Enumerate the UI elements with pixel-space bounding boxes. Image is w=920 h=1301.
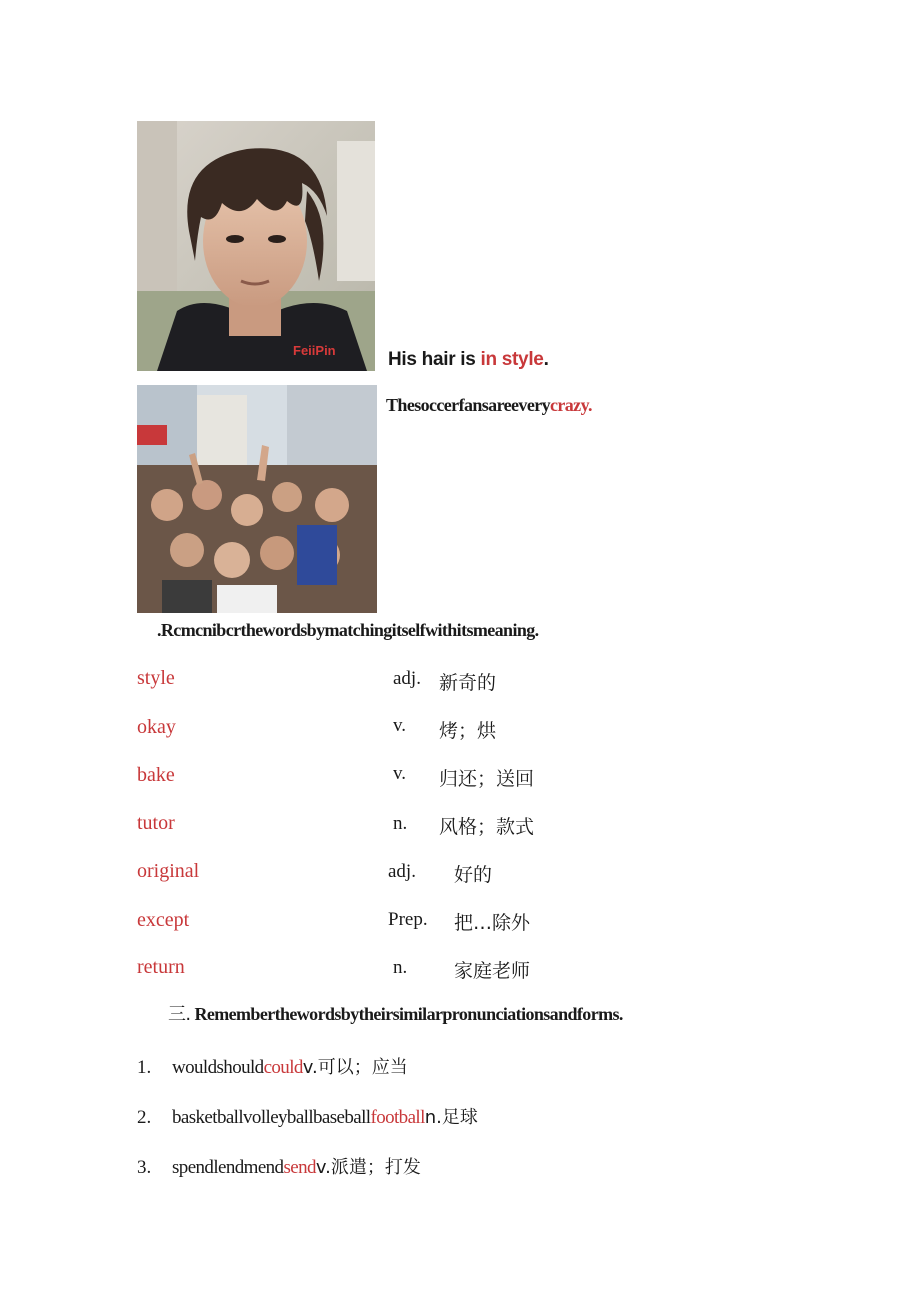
photo-boy-hairstyle — [137, 121, 375, 371]
caption-period: . — [543, 349, 549, 370]
word-original: original — [137, 860, 200, 882]
meaning-zh: 烤；烘 — [439, 720, 497, 742]
item-target-word: could — [263, 1057, 303, 1078]
photo-crowd-fans — [137, 385, 377, 613]
meaning-zh: 好的 — [454, 864, 493, 886]
item-words: wouldshould — [172, 1057, 264, 1078]
item-number: 3. — [137, 1157, 152, 1178]
watermark: FeiiPin — [293, 343, 336, 358]
list-item — [137, 1053, 408, 1079]
caption-highlight: crazy. — [550, 395, 592, 415]
section3-number: 三. — [168, 1004, 191, 1025]
item-meaning: v.可以；应当 — [302, 1057, 408, 1078]
list-item — [137, 1153, 421, 1179]
item-words: basketballvolleyballbaseball — [172, 1107, 371, 1128]
caption-text: Thesoccerfansareevery — [386, 395, 550, 415]
meaning-pos: n. — [393, 957, 408, 978]
word-tutor: tutor — [137, 812, 175, 834]
meaning-pos: v. — [393, 763, 407, 784]
item-target-word: send — [283, 1157, 316, 1178]
item-number: 2. — [137, 1107, 152, 1128]
word-except: except — [137, 909, 190, 931]
section3-heading-text: Rememberthewordsbytheirsimilarpronunciationsandforms. — [194, 1004, 623, 1024]
caption-text: His hair is — [388, 349, 481, 370]
item-meaning: v.派遣；打发 — [315, 1157, 421, 1178]
item-target-word: football — [370, 1107, 425, 1128]
caption-highlight: in style — [480, 349, 544, 370]
crowd-illustration — [137, 385, 377, 613]
meaning-zh: 新奇的 — [439, 672, 497, 694]
meaning-zh: 把…除外 — [454, 912, 531, 934]
meaning-pos: adj. — [393, 668, 421, 689]
meaning-pos: adj. — [388, 861, 416, 882]
item-meaning: n.足球 — [424, 1107, 478, 1128]
caption-hair-style — [388, 349, 549, 371]
section2-heading: .Rcmcnibcrthewordsbymatchingitselfwithitsmeaning. — [157, 620, 539, 640]
caption-fans-crazy — [386, 395, 592, 416]
meaning-pos: Prep. — [388, 909, 428, 930]
section3-heading — [168, 1000, 623, 1026]
word-bake: bake — [137, 764, 175, 786]
word-return: return — [137, 956, 185, 978]
meaning-pos: n. — [393, 813, 408, 834]
meaning-zh: 家庭老师 — [454, 960, 531, 982]
meaning-pos: v. — [393, 715, 407, 736]
meaning-zh: 风格；款式 — [439, 816, 535, 838]
meaning-zh: 归还；送回 — [439, 768, 535, 790]
item-number: 1. — [137, 1057, 152, 1078]
word-okay: okay — [137, 716, 176, 738]
item-words: spendlendmend — [172, 1157, 284, 1178]
list-item — [137, 1103, 478, 1129]
boy-illustration — [137, 121, 375, 371]
word-style: style — [137, 667, 175, 689]
